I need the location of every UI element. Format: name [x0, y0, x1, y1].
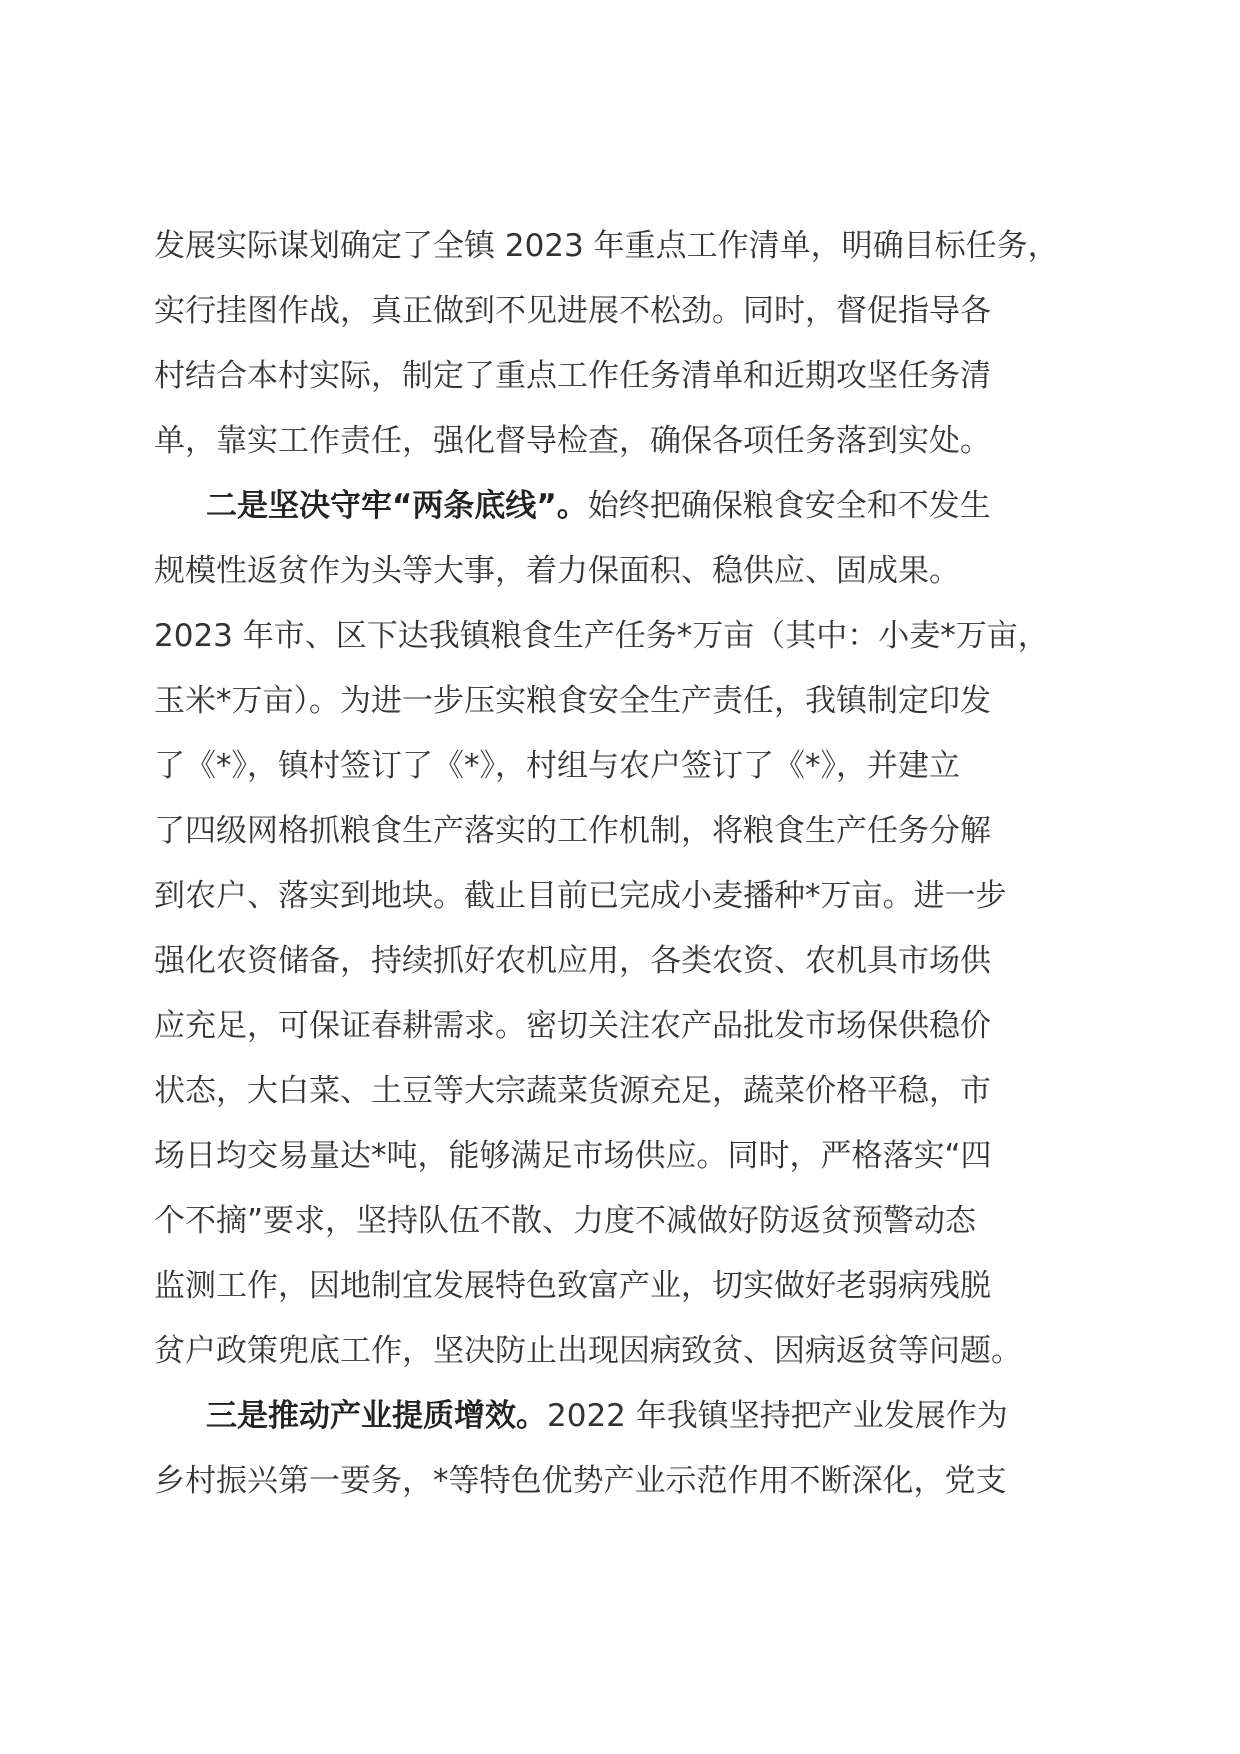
text-line: [154, 864, 1114, 929]
text-line: [154, 929, 1114, 994]
line-text: 场日均交易量达*吨，能够满足市场供应。同时，严格落实“四: [154, 1138, 992, 1174]
line-text: 始终把确保粮食安全和不发生: [587, 488, 991, 524]
line-text: 2023 年市、区下达我镇粮食生产任务*万亩（其中：小麦*万亩，: [154, 618, 1049, 654]
text-line: [154, 1059, 1114, 1124]
text-line: [154, 1319, 1114, 1384]
line-text: 监测工作，因地制宜发展特色致富产业，切实做好老弱病残脱: [154, 1268, 991, 1304]
text-line: [154, 344, 1114, 409]
line-text: 2022 年我镇坚持把产业发展作为: [547, 1398, 1008, 1434]
line-text: 了《*》，镇村签订了《*》，村组与农户签订了《*》，并建立: [154, 748, 960, 784]
line-text: 个不摘”要求，坚持队伍不散、力度不减做好防返贫预警动态: [154, 1203, 977, 1239]
line-text: 状态，大白菜、土豆等大宗蔬菜货源充足，蔬菜价格平稳，市: [154, 1073, 991, 1109]
line-text: 规模性返贫作为头等大事，着力保面积、稳供应、固成果。: [154, 553, 960, 589]
section-heading: 二是坚决守牢“两条底线”。: [206, 488, 588, 524]
text-line: [154, 1124, 1114, 1189]
text-line: [154, 799, 1114, 864]
text-line: [154, 1189, 1114, 1254]
line-text: 了四级网格抓粮食生产落实的工作机制，将粮食生产任务分解: [154, 813, 991, 849]
text-line: [154, 409, 1114, 474]
line-text: 单，靠实工作责任，强化督导检查，确保各项任务落到实处。: [154, 423, 991, 459]
line-text: 应充足，可保证春耕需求。密切关注农产品批发市场保供稳价: [154, 1008, 991, 1044]
text-line: [154, 669, 1114, 734]
line-text: 乡村振兴第一要务，*等特色优势产业示范作用不断深化，党支: [154, 1463, 1007, 1499]
text-line: [154, 734, 1114, 799]
text-line: [154, 279, 1114, 344]
line-text: 实行挂图作战，真正做到不见进展不松劲。同时，督促指导各: [154, 293, 991, 329]
section-heading: 三是推动产业提质增效。: [206, 1398, 547, 1434]
text-line: [154, 994, 1114, 1059]
paragraph-start-line: [154, 1384, 1114, 1449]
line-text: 强化农资储备，持续抓好农机应用，各类农资、农机具市场供: [154, 943, 991, 979]
text-line: [154, 604, 1114, 669]
text-line: [154, 1254, 1114, 1319]
text-line: [154, 214, 1114, 279]
document-page: [154, 214, 1114, 1514]
text-line: [154, 539, 1114, 604]
line-text: 玉米*万亩）。为进一步压实粮食安全生产责任，我镇制定印发: [154, 683, 991, 719]
line-text: 贫户政策兜底工作，坚决防止出现因病致贫、因病返贫等问题。: [154, 1333, 1022, 1369]
line-text: 发展实际谋划确定了全镇 2023 年重点工作清单，明确目标任务，: [154, 228, 1059, 264]
text-line: [154, 1449, 1114, 1514]
paragraph-start-line: [154, 474, 1114, 539]
line-text: 到农户、落实到地块。截止目前已完成小麦播种*万亩。进一步: [154, 878, 1007, 914]
line-text: 村结合本村实际，制定了重点工作任务清单和近期攻坚任务清: [154, 358, 991, 394]
